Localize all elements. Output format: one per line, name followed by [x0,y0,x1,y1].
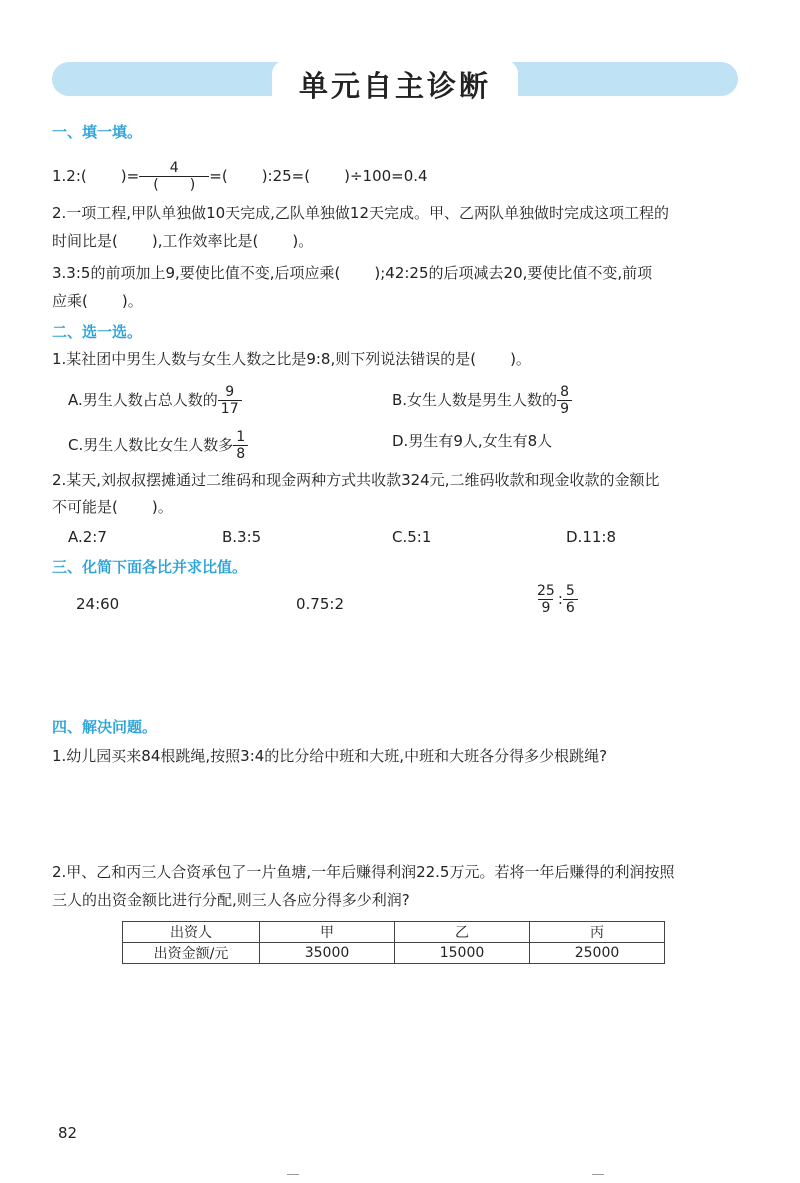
question-4-2-line1: 2.甲、乙和丙三人合资承包了一片鱼塘,一年后赚得利润22.5万元。若将一年后赚得的利润按照 [52,863,675,881]
frac-num: 1 [236,429,246,445]
frac-num: 8 [560,384,569,400]
frac-den: 9 [557,400,572,417]
question-1-3-line1 [52,263,652,283]
section-4-title: 四、解决问题。 [52,718,158,736]
q1-1-frac-num: 4 [169,160,179,176]
q2-1-option-d: D.男生有9人,女生有8人 [392,432,553,450]
q2-1-option-b-text: B.女生人数是男生人数的 [392,391,558,409]
question-4-2-line2: 三人的出资金额比进行分配,则三人各应分得多少利润? [52,891,410,909]
question-1-2-line1: 2.一项工程,甲队单独做10天完成,乙队单独做12天完成。甲、乙两队单独做时完成这项工程的 [52,204,670,222]
question-2-2-line1: 2.某天,刘叔叔摆摊通过二维码和现金两种方式共收款324元,二维码收款和现金收款的金额比 [52,471,660,489]
ratio-colon: : [557,590,563,608]
q2-1-option-b [392,384,572,417]
table-header-row [123,922,665,943]
table-header-cell: 甲 [260,922,395,943]
q1-1-tail: )÷100=0.4 [344,167,428,185]
table-cell: 35000 [260,943,395,964]
frac-den: 9 [538,599,553,616]
question-2-1-stem [52,349,531,369]
q2-2-text-a: 不可能是( [52,498,118,516]
q1-1-mid1: )= [120,167,140,185]
frac-den: 6 [563,599,578,616]
q1-2-text-a: 时间比是( [52,232,118,250]
q1-1-frac-den: ( ) [139,176,209,193]
q1-3-text-a: 3.3:5的前项加上9,要使比值不变,后项应乘( [52,264,341,282]
table-header-cell: 出资人 [123,922,260,943]
q2-1-option-b-fraction [557,384,572,417]
q3-item-3-fraction-1 [534,583,558,616]
table-row [123,943,665,964]
question-1-2-line2 [52,231,313,251]
question-4-1: 1.幼儿园买来84根跳绳,按照3:4的比分给中班和大班,中班和大班各分得多少根跳绳? [52,747,608,765]
page-number: 82 [58,1124,78,1142]
frac-num: 25 [537,583,555,599]
q2-2-option-a: A.2:7 [68,528,107,546]
investment-table [122,921,665,964]
q3-item-1: 24:60 [76,595,120,613]
table-header-cell: 乙 [395,922,530,943]
section-1-title: 一、填一填。 [52,123,143,141]
q1-3-text-c: 应乘( [52,292,88,310]
table-cell: 15000 [395,943,530,964]
q2-1-stem-a: 1.某社团中男生人数与女生人数之比是9:8,则下列说法错误的是( [52,350,477,368]
table-row-label: 出资金额/元 [123,943,260,964]
q1-1-pre: 1.2:( [52,167,87,185]
q2-1-stem-b: )。 [510,350,531,368]
q3-item-2: 0.75:2 [296,595,344,613]
section-2-title: 二、选一选。 [52,323,143,341]
table-header-cell: 丙 [530,922,665,943]
q2-1-option-a-text: A.男生人数占总人数的 [68,391,218,409]
q2-1-option-c-fraction [233,429,248,462]
question-1-3-line2 [52,291,143,311]
q1-1-mid2: =( [209,167,228,185]
q1-3-text-b: );42:25的后项减去20,要使比值不变,前项 [374,264,653,282]
frac-den: 17 [218,400,242,417]
frac-num: 9 [225,384,235,400]
q2-2-option-c: C.5:1 [392,528,432,546]
q3-item-3 [534,583,578,616]
q1-2-text-c: )。 [292,232,314,250]
question-2-2-line2 [52,497,173,517]
question-1-1 [52,160,428,193]
section-3-title: 三、化简下面各比并求比值。 [52,558,248,576]
q2-1-option-c [68,429,248,462]
q1-1-fraction [139,160,209,193]
q2-2-text-b: )。 [151,498,173,516]
q2-1-option-c-text: C.男生人数比女生人数多 [68,436,234,454]
q1-2-text-b: ),工作效率比是( [151,232,259,250]
q1-1-mid3: ):25=( [261,167,311,185]
q2-2-option-d: D.11:8 [566,528,617,546]
q2-2-option-b: B.3:5 [222,528,262,546]
footer-tick-mark [592,1174,604,1175]
q2-1-option-a-fraction [218,384,242,417]
frac-num: 5 [565,583,575,599]
table-cell: 25000 [530,943,665,964]
page-title: 单元自主诊断 [298,69,491,103]
q1-3-text-d: )。 [121,292,143,310]
frac-den: 8 [233,445,248,462]
q2-1-option-a [68,384,242,417]
footer-tick-mark [287,1174,299,1175]
q3-item-3-fraction-2 [563,583,578,616]
